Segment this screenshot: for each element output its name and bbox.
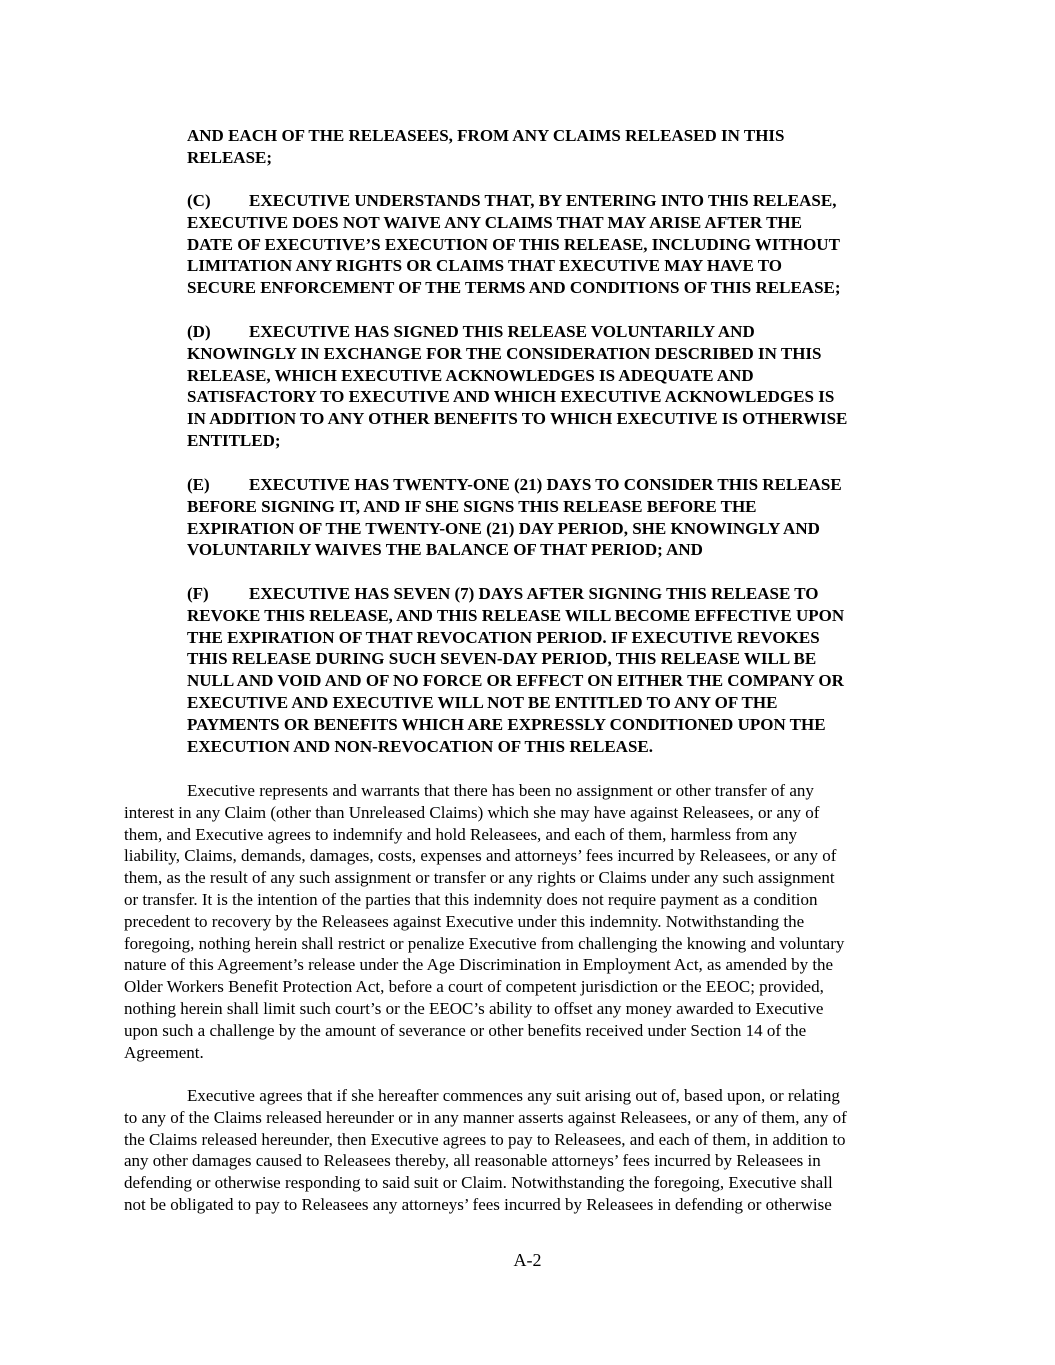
clause-label: (D) (187, 322, 211, 341)
clause-label: (F) (187, 584, 209, 603)
text-line: Executive agrees that if she hereafter commences any suit arising out of, based upon, or relating (187, 1086, 840, 1105)
text-line: or transfer. It is the intention of the parties that this indemnity does not require payment as a condition (124, 889, 818, 909)
text-line: PAYMENTS OR BENEFITS WHICH ARE EXPRESSLY CONDITIONED UPON THE (187, 714, 826, 734)
text-line: EXECUTIVE AND EXECUTIVE WILL NOT BE ENTITLED TO ANY OF THE (187, 692, 778, 712)
text-line: EXECUTIVE DOES NOT WAIVE ANY CLAIMS THAT MAY ARISE AFTER THE (187, 212, 802, 232)
text-line: to any of the Claims released hereunder or in any manner asserts against Releasees, or any of them, any of (124, 1107, 847, 1127)
text-line: them, as the result of any such assignment or transfer or any rights or Claims under any such assignment (124, 868, 835, 888)
release-clause-d (187, 321, 947, 452)
release-clause-e (187, 474, 947, 561)
text-line: any other damages caused to Releasees thereby, all reasonable attorneys’ fees incurred by Releasees in (124, 1151, 821, 1171)
text-line: THIS RELEASE DURING SUCH SEVEN-DAY PERIOD, THIS RELEASE WILL BE (187, 649, 817, 669)
text-line: SECURE ENFORCEMENT OF THE TERMS AND CONDITIONS OF THIS RELEASE; (187, 278, 841, 298)
text-line: defending or otherwise responding to said suit or Claim. Notwithstanding the foregoing, Executive shall (124, 1173, 833, 1193)
text-line: LIMITATION ANY RIGHTS OR CLAIMS THAT EXECUTIVE MAY HAVE TO (187, 256, 782, 276)
text-line: ENTITLED; (187, 430, 281, 450)
text-line: nature of this Agreement’s release under the Age Discrimination in Employment Act, as amended by the (124, 955, 834, 975)
text-line: interest in any Claim (other than Unreleased Claims) which she may have against Releasees, or any of (124, 802, 820, 822)
text-line: EXECUTIVE HAS SEVEN (7) DAYS AFTER SIGNING THIS RELEASE TO (249, 584, 819, 603)
attorneys-fees-paragraph (124, 1085, 944, 1216)
release-intro-clause (187, 125, 947, 169)
text-line: Older Workers Benefit Protection Act, before a court of competent jurisdiction or the EEOC; provided, (124, 977, 824, 997)
text-line: EXECUTION AND NON-REVOCATION OF THIS RELEASE. (187, 736, 653, 756)
indemnity-paragraph (124, 780, 944, 1063)
page-number: A-2 (513, 1250, 542, 1270)
text-line: REVOKE THIS RELEASE, AND THIS RELEASE WILL BECOME EFFECTIVE UPON (187, 605, 845, 625)
text-line: KNOWINGLY IN EXCHANGE FOR THE CONSIDERATION DESCRIBED IN THIS (187, 343, 822, 363)
release-clause-c (187, 190, 947, 299)
release-clause-f (187, 583, 947, 757)
clause-label: (C) (187, 191, 211, 210)
text-line: Executive represents and warrants that there has been no assignment or other transfer of any (187, 781, 814, 800)
text-line: the Claims released hereunder, then Executive agrees to pay to Releasees, and each of them, in addition to (124, 1129, 846, 1149)
text-line: THE EXPIRATION OF THAT REVOCATION PERIOD. IF EXECUTIVE REVOKES (187, 627, 820, 647)
text-line: SATISFACTORY TO EXECUTIVE AND WHICH EXECUTIVE ACKNOWLEDGES IS (187, 387, 835, 407)
text-line: IN ADDITION TO ANY OTHER BENEFITS TO WHICH EXECUTIVE IS OTHERWISE (187, 409, 848, 429)
text-line: VOLUNTARILY WAIVES THE BALANCE OF THAT PERIOD; AND (187, 540, 703, 560)
text-line: EXECUTIVE HAS SIGNED THIS RELEASE VOLUNTARILY AND (249, 322, 755, 341)
text-line: them, and Executive agrees to indemnify and hold Releasees, and each of them, harmless from any (124, 824, 798, 844)
text-line: not be obligated to pay to Releasees any attorneys’ fees incurred by Releasees in defending or otherwise (124, 1194, 832, 1214)
text-line: EXECUTIVE UNDERSTANDS THAT, BY ENTERING INTO THIS RELEASE, (249, 191, 837, 210)
text-line: Agreement. (124, 1042, 204, 1062)
text-line: RELEASE, WHICH EXECUTIVE ACKNOWLEDGES IS ADEQUATE AND (187, 365, 754, 385)
text-line: BEFORE SIGNING IT, AND IF SHE SIGNS THIS RELEASE BEFORE THE (187, 496, 757, 516)
text-line: EXPIRATION OF THE TWENTY-ONE (21) DAY PERIOD, SHE KNOWINGLY AND (187, 518, 820, 538)
text-line: EXECUTIVE HAS TWENTY-ONE (21) DAYS TO CONSIDER THIS RELEASE (249, 475, 842, 494)
text-line: foregoing, nothing herein shall restrict or penalize Executive from challenging the knowing and voluntary (124, 933, 845, 953)
text-line: precedent to recovery by the Releasees against Executive under this indemnity. Notwithstanding the (124, 911, 805, 931)
text-line: liability, Claims, demands, damages, costs, expenses and attorneys’ fees incurred by Releasees, or any of (124, 846, 837, 866)
text-line: AND EACH OF THE RELEASEES, FROM ANY CLAIMS RELEASED IN THIS (187, 126, 785, 145)
text-line: NULL AND VOID AND OF NO FORCE OR EFFECT ON EITHER THE COMPANY OR (187, 671, 844, 691)
text-line: upon such a challenge by the amount of severance or other benefits received under Section 14 of the (124, 1020, 807, 1040)
text-line: DATE OF EXECUTIVE’S EXECUTION OF THIS RELEASE, INCLUDING WITHOUT (187, 234, 840, 254)
text-line: RELEASE; (187, 147, 273, 167)
text-line: nothing herein shall limit such court’s or the EEOC’s ability to offset any money awarded to Executive (124, 998, 824, 1018)
clause-label: (E) (187, 475, 210, 494)
